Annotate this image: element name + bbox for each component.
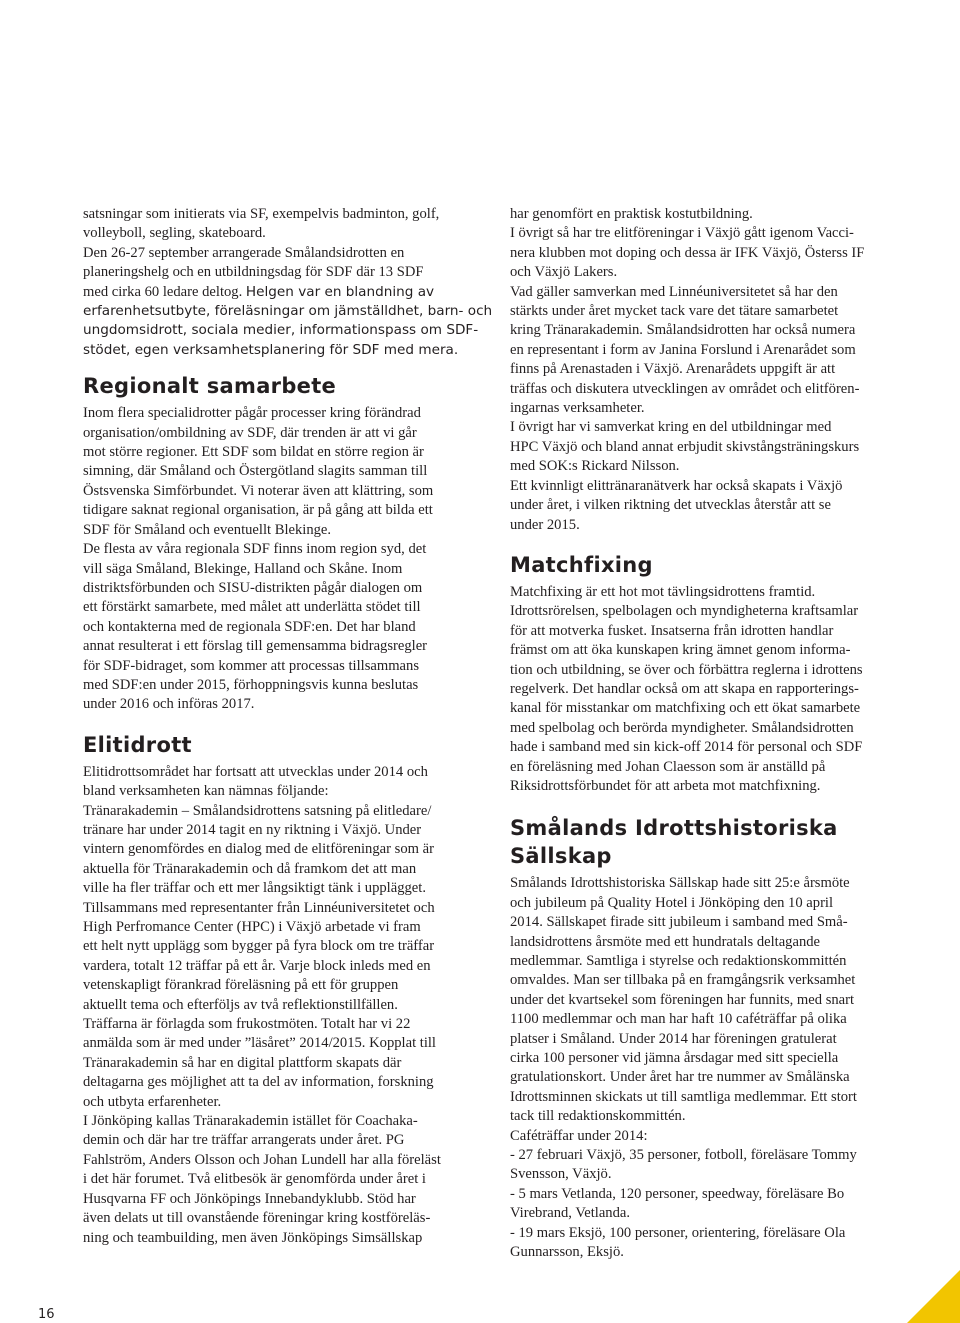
right-intro-body	[510, 205, 892, 535]
text-line: även delats ut till ovanstående föreningar kring kostföreläs-	[83, 1210, 431, 1227]
text-line: Husqvarna FF och Jönköpings Innebandyklubb. Stöd har	[83, 1190, 416, 1207]
text-line: under 2016 och införas 2017.	[83, 696, 255, 713]
text-line: erfarenhetsutbyte, föreläsningar om jämställdhet, barn- och	[83, 303, 493, 320]
text-line: omvaldes. Man ser tillbaka på en framgångsrik verksamhet	[510, 972, 856, 989]
text-line: High Perfromance Center (HPC) i Växjö arbetade vi fram	[83, 919, 421, 935]
text-line: Den 26-27 september arrangerade Smålandsidrotten en	[83, 244, 405, 261]
text-line: under året, i vilken riktning det utvecklas återstår att se	[510, 497, 831, 514]
text-line: vill säga Småland, Blekinge, Halland och Skåne. Inom	[83, 560, 403, 577]
text-line: satsningar som initierats via SF, exempelvis badminton, golf,	[83, 206, 440, 222]
text-line: och jubileum på Quality Hotel i Jönköping den 10 april	[510, 894, 834, 911]
text-line: Idrottsrörelsen, spelbolagen och myndigheterna kraftsamlar	[510, 603, 859, 620]
text-line: nera klubben mot doping och dessa är IFK Växjö, Österss IF	[510, 244, 865, 261]
text-line: en föreläsning med Johan Claesson som är anställd på	[510, 758, 826, 775]
text-line: Ett kvinnligt elittränaranätverk har också skapats i Växjö	[510, 477, 843, 494]
text-line: vardera, totalt 12 träffar på ett år. Varje block inleds med en	[83, 957, 431, 974]
text-line: finns på Arenastaden i Växjö. Arenarådets uppgift är att	[510, 361, 836, 378]
text-line: Svensson, Växjö.	[510, 1166, 612, 1183]
section-heading-matchfixing: Matchfixing	[510, 552, 653, 577]
text-line: HPC Växjö och bland annat erbjudit skivstångsträningskurs	[510, 438, 860, 455]
text-line: Elitidrottsområdet har fortsatt att utvecklas under 2014 och	[83, 763, 428, 780]
text-line: Östsvenska Simförbundet. Vi noterar även att klättring, som	[83, 482, 434, 499]
text-line: ungdomsidrott, sociala medier, informationspass om SDF-	[83, 322, 479, 339]
text-line: för SDF-bidraget, som kommer att processas tillsammans	[83, 657, 420, 674]
text-line: och Växjö Lakers.	[510, 264, 618, 281]
text-line: ett helt nytt upplägg som bygger på fyra block om tre träffar	[83, 938, 435, 955]
text-line: simning, där Småland och Östergötland slagits samman till	[83, 463, 428, 480]
section-heading-regionalt: Regionalt samarbete	[83, 374, 337, 399]
text-line: Idrottsminnen skickats ut till samtliga medlemmar. Ett stort	[510, 1088, 857, 1105]
text-line: träffas och diskutera utvecklingen av området och elitfören-	[510, 380, 860, 397]
text-line: hade i samband med sin kick-off 2014 för personal och SDF	[510, 739, 863, 756]
text-line: Tränarakademin så har en digital plattform skapats där	[83, 1054, 402, 1071]
intro-paragraph	[83, 205, 493, 360]
text-line: tränare har under 2014 tagit en ny riktning i Växjö. Under	[83, 821, 422, 838]
heading-line: Smålands Idrottshistoriska	[510, 816, 838, 841]
text-line: tack till redaktionskommittén.	[510, 1108, 686, 1125]
text-line: kanal för misstankar om matchfixing och ett ökat samarbete	[510, 700, 861, 717]
text-line: Inom flera specialidrotter pågår processer kring förändrad	[83, 405, 421, 422]
section-heading-elitidrott: Elitidrott	[83, 732, 192, 757]
text-line: för att motverka fusket. Insatserna från idrotten handlar	[510, 622, 834, 639]
text-line: Helgen var en blandning av	[245, 283, 435, 300]
text-line: Smålands Idrottshistoriska Sällskap hade sitt 25:e årsmöte	[510, 875, 850, 892]
text-line: landsidrottens årsmöte med ett hundratals deltagande	[510, 933, 821, 950]
text-line: 1100 medlemmar och man har haft 10 caféträffar på olika	[510, 1011, 847, 1028]
section-heading-sallskap	[510, 814, 892, 870]
corner-accent	[907, 1270, 960, 1323]
text-line: Tränarakademin – Smålandsidrottens satsning på elitledare/	[83, 802, 432, 819]
text-line: Tillsammans med representanter från Linnéuniversitetet och	[83, 899, 435, 916]
text-line: Vad gäller samverkan med Linnéuniversitetet så har den	[510, 283, 838, 300]
heading-line: Sällskap	[510, 844, 612, 869]
text-line: i det här forumet. Två elitbesök är genomförda under året i	[83, 1171, 426, 1188]
right-column	[510, 205, 892, 1263]
text-line: - 5 mars Vetlanda, 120 personer, speedway, föreläsare Bo	[510, 1185, 845, 1202]
page-number: 16	[38, 1307, 55, 1322]
text-line: med cirka 60 ledare deltog. Helgen var en blandning av	[83, 283, 435, 300]
matchfixing-body	[510, 583, 892, 796]
text-line: tion och utbildning, se över och förbättra reglerna i idrottens	[510, 661, 863, 678]
text-line: annat resulterat i ett förslag till gemensamma bidragsregler	[83, 638, 428, 655]
text-line: och utbyta erfarenheter.	[83, 1093, 222, 1110]
text-line: platser i Småland. Under 2014 har föreningen gratulerat	[510, 1030, 837, 1047]
text-line: I övrigt så har tre elitföreningar i Växjö gått igenom Vacci-	[510, 225, 854, 242]
text-line: I Jönköping kallas Tränarakademin istället för Coachaka-	[83, 1113, 418, 1130]
text-line: vetenskapligt förankrad föreläsning på ett för gruppen	[83, 977, 399, 994]
text-line: främst om att öka kunskapen kring ämnet genom informa-	[510, 642, 851, 659]
text-line: - 27 februari Växjö, 35 personer, fotboll, föreläsare Tommy	[510, 1147, 857, 1164]
text-line: med spelbolag och berörda myndigheter. Smålandsidrotten	[510, 719, 854, 736]
elitidrott-body	[83, 763, 465, 1248]
text-line: och kontakterna med de regionala SDF:en. Det har bland	[83, 618, 416, 635]
text-line: anmälda som är med under ”läsåret” 2014/2015. Kopplat till	[83, 1035, 436, 1052]
text-line: organisation/ombildning av SDF, där trenden är att vi går	[83, 424, 417, 441]
text-line: regelverk. Det handlar också om att skapa en rapporterings-	[510, 680, 859, 697]
text-line: demin och där har tre träffar arrangerats under året. PG	[83, 1132, 405, 1149]
text-line: Virebrand, Vetlanda.	[510, 1205, 631, 1222]
text-line: - 19 mars Eksjö, 100 personer, orientering, föreläsare Ola	[510, 1224, 846, 1241]
text-line: Riksidrottsförbundet för att arbeta mot matchfixning.	[510, 777, 821, 794]
text-line: har genomfört en praktisk kostutbildning.	[510, 206, 753, 222]
text-line: med SOK:s Rickard Nilsson.	[510, 458, 680, 475]
text-line: deltagarna ges möjlighet att ta del av information, forskning	[83, 1074, 434, 1091]
text-line: Fahlström, Anders Olsson och Johan Lundell har alla föreläst	[83, 1151, 441, 1168]
text-line: 2014. Sällskapet firade sitt jubileum i samband med Små-	[510, 914, 848, 931]
text-line: under det kvartsekel som föreningen har funnits, med snart	[510, 991, 855, 1008]
text-line: cirka 100 personer vid jämna årsdagar med sitt speciella	[510, 1050, 839, 1067]
text-line: Caféträffar under 2014:	[510, 1127, 648, 1144]
text-line: aktuellt tema och efterföljs av två reflektionstillfällen.	[83, 996, 398, 1013]
regionalt-body	[83, 404, 465, 715]
text-line: under 2015.	[510, 516, 580, 533]
text-line: kring Tränarakademin. Smålandsidrotten har också numera	[510, 322, 856, 339]
text-line: planeringshelg och en utbildningsdag för SDF där 13 SDF	[83, 264, 424, 281]
text-line: Matchfixing är ett hot mot tävlingsidrottens framtid.	[510, 583, 816, 600]
text-line: mot större regioner. Ett SDF som bildat en större region är	[83, 444, 424, 461]
text-line: en representant i form av Janina Forslund i Arenarådet som	[510, 341, 856, 358]
left-column	[83, 205, 493, 1248]
text-line: gratulationskort. Under året har tre nummer av Smålänska	[510, 1069, 850, 1086]
sallskap-body	[510, 874, 892, 1262]
text-line: stödet, egen verksamhetsplanering för SDF med mera.	[83, 341, 459, 358]
text-line: Träffarna är förlagda som frukostmöten. Totalt har vi 22	[83, 1016, 411, 1033]
text-line: volleyboll, segling, skateboard.	[83, 225, 266, 242]
text-line: De flesta av våra regionala SDF finns inom region syd, det	[83, 541, 427, 558]
text-line: ingarnas verksamheter.	[510, 400, 645, 417]
text-line: aktuella för Tränarakademin och då framkom det att man	[83, 860, 417, 877]
text-line: stärkts under året mycket tack vare det tätare samarbetet	[510, 303, 839, 320]
text-line: vintern genomfördes en dialog med de elitföreningar som är	[83, 841, 434, 858]
text-line: medlemmar. Samtliga i styrelse och redaktionskommittén	[510, 953, 847, 969]
text-line: distriktsförbunden och SISU-distrikten pågår dialogen om	[83, 579, 423, 596]
text-line: Gunnarsson, Eksjö.	[510, 1244, 624, 1261]
text-line: ett förstärkt samarbete, med målet att underlätta stödet till	[83, 599, 421, 616]
text-line: bland verksamheten kan nämnas följande:	[83, 783, 329, 800]
text-line: ville ha fler träffar och ett mer långsiktigt tänk i upplägget.	[83, 880, 426, 897]
text-line: tidigare saknat regional organisation, är på gång att bilda ett	[83, 502, 433, 519]
text-line: I övrigt har vi samverkat kring en del utbildningar med	[510, 419, 832, 436]
text-line: med SDF:en under 2015, förhoppningsvis kunna beslutas	[83, 676, 419, 693]
text-line: ning och teambuilding, men även Jönköpings Simsällskap	[83, 1229, 423, 1246]
text-line: SDF för Småland och eventuellt Blekinge.	[83, 521, 332, 538]
